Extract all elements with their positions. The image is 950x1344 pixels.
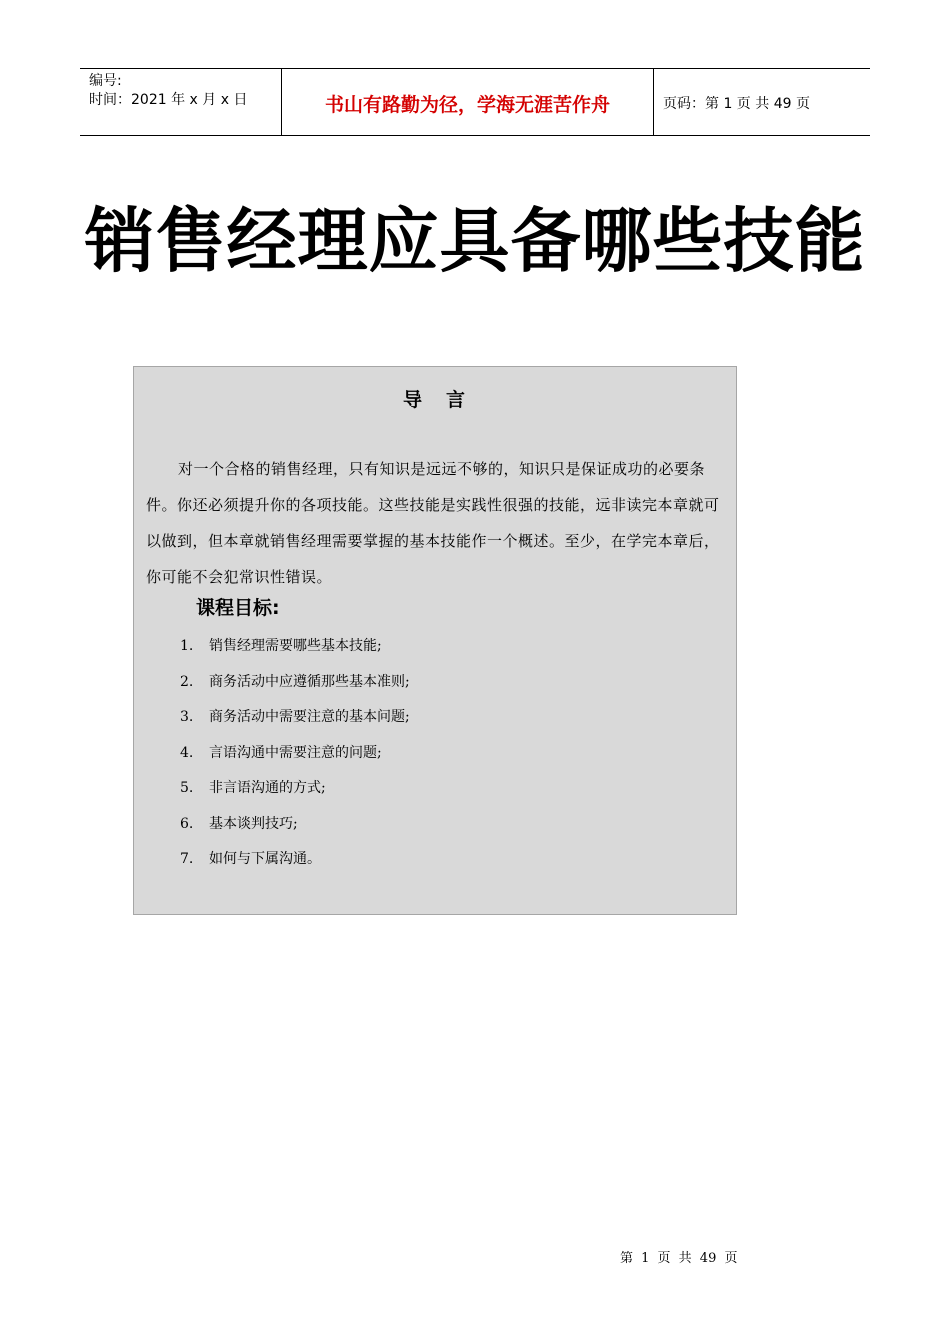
goal-text: 商务活动中需要注意的基本问题; — [209, 709, 410, 725]
goal-text: 如何与下属沟通。 — [209, 851, 321, 867]
goal-number: 2. — [180, 673, 194, 690]
goal-text: 言语沟通中需要注意的问题; — [209, 744, 382, 761]
goal-item — [180, 771, 410, 807]
goals-list — [180, 629, 410, 878]
goal-item — [180, 629, 410, 665]
intro-heading: 导言 — [402, 389, 489, 411]
goal-item — [180, 807, 410, 843]
goal-number: 6. — [180, 815, 194, 832]
goal-number: 3. — [180, 709, 194, 725]
header-motto: 书山有路勤为径，学海无涯苦作舟 — [282, 69, 654, 135]
goal-number: 7. — [180, 851, 194, 867]
goal-text: 商务活动中应遵循那些基本准则; — [209, 673, 410, 690]
page-footer: 第 1 页 共 49 页 — [620, 1251, 738, 1266]
document-title: 销售经理应具备哪些技能 — [84, 200, 866, 282]
goal-item — [180, 700, 410, 736]
goal-number: 4. — [180, 744, 194, 761]
goal-number: 1. — [180, 638, 194, 654]
serial-label: 编号: — [89, 73, 122, 89]
intro-box — [133, 366, 737, 915]
time-label: 时间：2021 年 x 月 x 日 — [89, 92, 248, 108]
goal-text: 销售经理需要哪些基本技能; — [209, 638, 382, 654]
goal-text: 基本谈判技巧; — [209, 815, 298, 832]
goal-item — [180, 842, 410, 878]
goal-item — [180, 736, 410, 772]
intro-paragraph: 对一个合格的销售经理，只有知识是远远不够的，知识只是保证成功的必要条件。你还必须提升你的各项技能。这些技能是实践性很强的技能，远非读完本章就可以做到，但本章就销售经理需要掌握的基本技能作一个概述。至少，在学完本章后，你可能不会犯常识性错误。 — [146, 460, 720, 586]
goal-item — [180, 665, 410, 701]
header-meta — [80, 69, 282, 135]
header-page-info: 页码：第 1 页 共 49 页 — [663, 96, 810, 112]
document-header — [80, 68, 870, 136]
goal-number: 5. — [180, 780, 194, 796]
goal-text: 非言语沟通的方式; — [209, 780, 326, 796]
goals-title: 课程目标: — [196, 597, 280, 619]
